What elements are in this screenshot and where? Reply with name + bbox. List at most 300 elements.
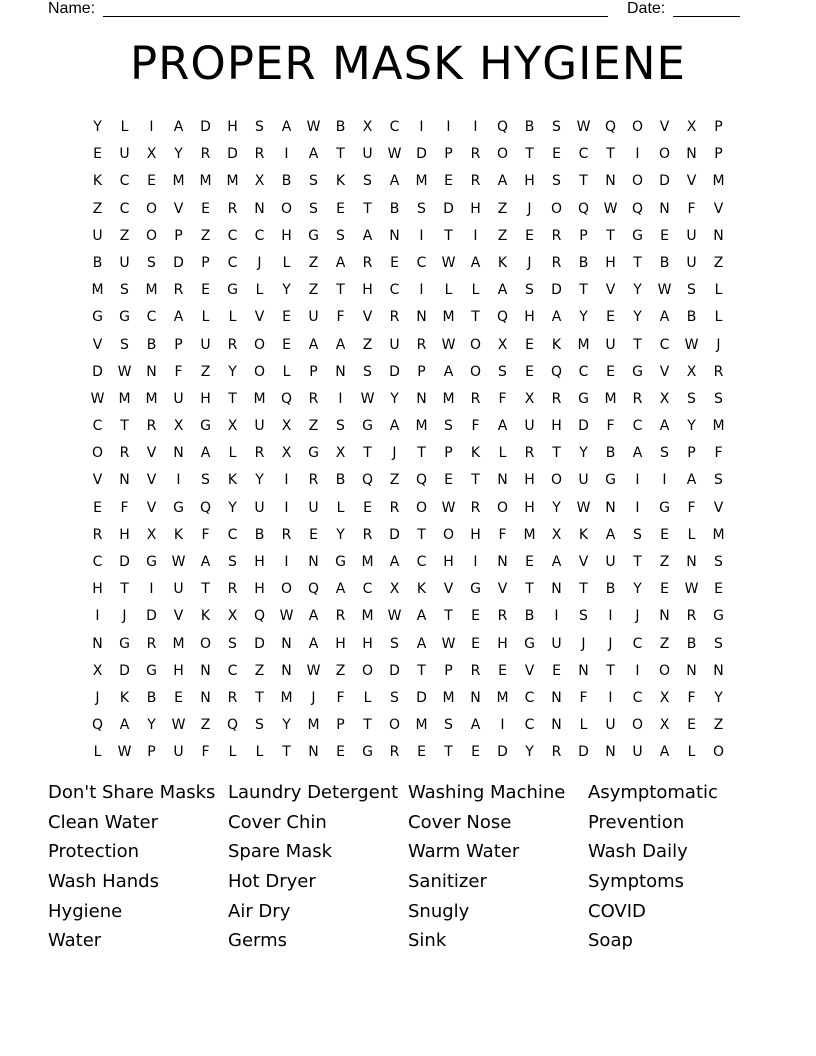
- grid-letter[interactable]: U: [173, 581, 184, 598]
- grid-letter[interactable]: L: [579, 717, 588, 734]
- grid-letter[interactable]: Y: [552, 499, 561, 516]
- grid-letter[interactable]: Q: [496, 309, 509, 326]
- grid-letter[interactable]: T: [579, 173, 588, 190]
- grid-letter[interactable]: W: [684, 336, 699, 353]
- grid-letter[interactable]: W: [603, 200, 618, 217]
- grid-letter[interactable]: O: [415, 499, 428, 516]
- grid-letter[interactable]: Y: [390, 390, 399, 407]
- grid-letter[interactable]: S: [363, 173, 372, 190]
- grid-letter[interactable]: W: [171, 717, 186, 734]
- grid-letter[interactable]: K: [173, 526, 184, 543]
- grid-letter[interactable]: C: [227, 227, 238, 244]
- grid-letter[interactable]: A: [632, 445, 643, 462]
- grid-letter[interactable]: E: [606, 309, 615, 326]
- grid-letter[interactable]: B: [686, 635, 697, 652]
- grid-letter[interactable]: A: [200, 554, 211, 570]
- grid-letter[interactable]: Z: [713, 254, 724, 271]
- grid-letter[interactable]: H: [173, 662, 184, 679]
- grid-letter[interactable]: U: [605, 554, 616, 570]
- grid-letter[interactable]: N: [92, 635, 103, 652]
- grid-letter[interactable]: A: [416, 608, 427, 625]
- grid-letter[interactable]: I: [95, 608, 100, 625]
- grid-letter[interactable]: O: [496, 146, 509, 163]
- grid-letter[interactable]: C: [92, 418, 103, 435]
- grid-letter[interactable]: T: [282, 744, 291, 761]
- grid-letter[interactable]: B: [578, 254, 589, 271]
- grid-letter[interactable]: I: [635, 146, 640, 163]
- grid-letter[interactable]: G: [92, 309, 103, 326]
- grid-letter[interactable]: M: [361, 554, 374, 570]
- grid-letter[interactable]: F: [174, 363, 183, 380]
- grid-letter[interactable]: U: [578, 472, 589, 489]
- grid-letter[interactable]: K: [470, 445, 481, 462]
- grid-letter[interactable]: X: [173, 418, 184, 435]
- grid-letter[interactable]: P: [444, 445, 453, 462]
- grid-letter[interactable]: Z: [119, 227, 130, 244]
- grid-letter[interactable]: R: [470, 146, 481, 163]
- grid-letter[interactable]: R: [470, 662, 481, 679]
- grid-letter[interactable]: A: [362, 227, 373, 244]
- grid-letter[interactable]: T: [579, 581, 588, 598]
- grid-letter[interactable]: U: [524, 418, 535, 435]
- grid-letter[interactable]: E: [525, 227, 534, 244]
- grid-letter[interactable]: D: [227, 146, 238, 163]
- grid-letter[interactable]: B: [335, 472, 346, 489]
- grid-letter[interactable]: C: [632, 689, 643, 706]
- grid-letter[interactable]: U: [362, 146, 373, 163]
- grid-letter[interactable]: O: [631, 119, 644, 135]
- grid-letter[interactable]: E: [606, 363, 615, 380]
- grid-letter[interactable]: E: [525, 554, 534, 570]
- grid-letter[interactable]: D: [578, 744, 589, 761]
- grid-letter[interactable]: L: [282, 254, 291, 271]
- grid-letter[interactable]: E: [471, 608, 480, 625]
- grid-letter[interactable]: N: [416, 309, 427, 326]
- grid-letter[interactable]: J: [392, 445, 397, 462]
- grid-letter[interactable]: H: [497, 635, 508, 652]
- grid-letter[interactable]: N: [254, 200, 265, 217]
- grid-letter[interactable]: G: [362, 418, 373, 435]
- grid-letter[interactable]: L: [687, 744, 696, 761]
- grid-letter[interactable]: W: [441, 254, 456, 271]
- grid-letter[interactable]: X: [686, 363, 697, 380]
- grid-letter[interactable]: T: [417, 445, 426, 462]
- grid-letter[interactable]: N: [713, 227, 724, 244]
- grid-letter[interactable]: K: [92, 173, 103, 190]
- grid-letter[interactable]: S: [228, 635, 237, 652]
- grid-letter[interactable]: I: [635, 472, 640, 489]
- grid-letter[interactable]: Z: [389, 472, 400, 489]
- grid-letter[interactable]: W: [306, 662, 321, 679]
- grid-letter[interactable]: F: [687, 200, 696, 217]
- grid-letter[interactable]: W: [441, 635, 456, 652]
- grid-letter[interactable]: V: [92, 472, 103, 489]
- grid-letter[interactable]: R: [227, 581, 238, 598]
- grid-letter[interactable]: P: [201, 254, 210, 271]
- grid-letter[interactable]: Q: [496, 119, 509, 135]
- grid-letter[interactable]: K: [227, 472, 238, 489]
- grid-letter[interactable]: A: [497, 282, 508, 299]
- grid-letter[interactable]: D: [119, 662, 130, 679]
- grid-letter[interactable]: N: [497, 472, 508, 489]
- grid-letter[interactable]: E: [336, 200, 345, 217]
- grid-letter[interactable]: O: [145, 227, 158, 244]
- grid-letter[interactable]: N: [146, 363, 157, 380]
- grid-letter[interactable]: R: [227, 336, 238, 353]
- grid-letter[interactable]: S: [714, 635, 723, 652]
- grid-letter[interactable]: Z: [92, 200, 103, 217]
- grid-letter[interactable]: S: [552, 173, 561, 190]
- grid-letter[interactable]: A: [200, 445, 211, 462]
- grid-letter[interactable]: T: [363, 717, 372, 734]
- grid-letter[interactable]: P: [579, 227, 588, 244]
- grid-letter[interactable]: S: [363, 363, 372, 380]
- grid-letter[interactable]: P: [714, 146, 723, 163]
- grid-letter[interactable]: I: [419, 119, 424, 135]
- grid-letter[interactable]: P: [174, 336, 183, 353]
- grid-letter[interactable]: I: [608, 689, 613, 706]
- grid-letter[interactable]: W: [441, 336, 456, 353]
- grid-letter[interactable]: L: [228, 744, 237, 761]
- grid-letter[interactable]: N: [335, 363, 346, 380]
- grid-letter[interactable]: O: [145, 200, 158, 217]
- grid-letter[interactable]: D: [146, 608, 157, 625]
- grid-letter[interactable]: Q: [604, 119, 617, 135]
- grid-letter[interactable]: V: [605, 282, 616, 299]
- grid-letter[interactable]: I: [635, 499, 640, 516]
- grid-letter[interactable]: W: [387, 608, 402, 625]
- grid-letter[interactable]: X: [335, 445, 346, 462]
- grid-letter[interactable]: R: [497, 608, 508, 625]
- grid-letter[interactable]: H: [335, 635, 346, 652]
- grid-letter[interactable]: C: [578, 146, 589, 163]
- grid-letter[interactable]: F: [579, 689, 588, 706]
- grid-letter[interactable]: S: [147, 254, 156, 271]
- grid-letter[interactable]: A: [551, 309, 562, 326]
- grid-letter[interactable]: Q: [415, 472, 428, 489]
- grid-letter[interactable]: H: [524, 173, 535, 190]
- grid-letter[interactable]: D: [173, 254, 184, 271]
- grid-letter[interactable]: R: [92, 526, 103, 543]
- grid-letter[interactable]: S: [228, 554, 237, 570]
- grid-letter[interactable]: J: [527, 254, 532, 271]
- grid-letter[interactable]: N: [605, 173, 616, 190]
- grid-letter[interactable]: B: [686, 309, 697, 326]
- grid-letter[interactable]: E: [390, 254, 399, 271]
- grid-letter[interactable]: A: [389, 173, 400, 190]
- grid-letter[interactable]: Z: [659, 554, 670, 570]
- grid-letter[interactable]: W: [279, 608, 294, 625]
- grid-letter[interactable]: O: [712, 744, 725, 761]
- grid-letter[interactable]: T: [120, 581, 129, 598]
- grid-letter[interactable]: M: [442, 309, 455, 326]
- grid-letter[interactable]: O: [253, 336, 266, 353]
- grid-letter[interactable]: O: [550, 472, 563, 489]
- grid-letter[interactable]: O: [388, 717, 401, 734]
- grid-letter[interactable]: M: [172, 173, 185, 190]
- grid-letter[interactable]: X: [227, 608, 238, 625]
- grid-letter[interactable]: W: [90, 390, 105, 407]
- grid-letter[interactable]: W: [117, 744, 132, 761]
- grid-letter[interactable]: Y: [174, 146, 183, 163]
- grid-letter[interactable]: O: [280, 581, 293, 598]
- grid-letter[interactable]: W: [387, 146, 402, 163]
- grid-letter[interactable]: C: [632, 418, 643, 435]
- grid-letter[interactable]: R: [281, 526, 292, 543]
- grid-letter[interactable]: S: [255, 717, 264, 734]
- grid-letter[interactable]: Z: [497, 227, 508, 244]
- grid-letter[interactable]: U: [686, 227, 697, 244]
- grid-letter[interactable]: D: [119, 554, 130, 570]
- grid-letter[interactable]: K: [578, 526, 589, 543]
- grid-letter[interactable]: Q: [631, 200, 644, 217]
- grid-letter[interactable]: G: [578, 390, 589, 407]
- grid-letter[interactable]: A: [470, 254, 481, 271]
- grid-letter[interactable]: N: [551, 581, 562, 598]
- grid-letter[interactable]: J: [257, 254, 262, 271]
- grid-letter[interactable]: V: [173, 200, 184, 217]
- grid-letter[interactable]: T: [606, 146, 615, 163]
- grid-letter[interactable]: S: [120, 336, 129, 353]
- grid-letter[interactable]: S: [660, 445, 669, 462]
- grid-letter[interactable]: S: [390, 689, 399, 706]
- grid-letter[interactable]: H: [92, 581, 103, 598]
- grid-letter[interactable]: R: [308, 472, 319, 489]
- grid-letter[interactable]: N: [551, 689, 562, 706]
- grid-letter[interactable]: V: [686, 173, 697, 190]
- grid-letter[interactable]: L: [687, 526, 696, 543]
- grid-letter[interactable]: D: [551, 282, 562, 299]
- grid-letter[interactable]: G: [119, 635, 130, 652]
- grid-letter[interactable]: L: [714, 282, 723, 299]
- grid-letter[interactable]: W: [117, 363, 132, 380]
- grid-letter[interactable]: N: [713, 662, 724, 679]
- grid-letter[interactable]: S: [579, 608, 588, 625]
- grid-letter[interactable]: N: [389, 227, 400, 244]
- grid-letter[interactable]: F: [336, 689, 345, 706]
- grid-letter[interactable]: Z: [308, 254, 319, 271]
- grid-letter[interactable]: W: [441, 499, 456, 516]
- grid-letter[interactable]: K: [551, 336, 562, 353]
- grid-letter[interactable]: L: [228, 309, 237, 326]
- grid-letter[interactable]: Z: [659, 635, 670, 652]
- grid-letter[interactable]: A: [389, 554, 400, 570]
- grid-letter[interactable]: H: [470, 200, 481, 217]
- grid-letter[interactable]: P: [444, 146, 453, 163]
- grid-letter[interactable]: B: [605, 445, 616, 462]
- grid-letter[interactable]: S: [525, 282, 534, 299]
- grid-letter[interactable]: S: [309, 173, 318, 190]
- grid-letter[interactable]: X: [497, 336, 508, 353]
- grid-letter[interactable]: T: [471, 309, 480, 326]
- grid-letter[interactable]: E: [471, 635, 480, 652]
- grid-letter[interactable]: T: [525, 146, 534, 163]
- grid-letter[interactable]: R: [146, 418, 157, 435]
- grid-letter[interactable]: Y: [255, 472, 264, 489]
- grid-letter[interactable]: U: [254, 418, 265, 435]
- grid-letter[interactable]: H: [254, 581, 265, 598]
- grid-letter[interactable]: X: [551, 526, 562, 543]
- grid-letter[interactable]: V: [443, 581, 454, 598]
- grid-letter[interactable]: G: [470, 581, 481, 598]
- grid-letter[interactable]: D: [443, 200, 454, 217]
- grid-letter[interactable]: A: [308, 336, 319, 353]
- grid-letter[interactable]: L: [471, 282, 480, 299]
- grid-letter[interactable]: T: [120, 418, 129, 435]
- grid-letter[interactable]: O: [496, 499, 509, 516]
- grid-letter[interactable]: B: [605, 581, 616, 598]
- grid-letter[interactable]: U: [308, 499, 319, 516]
- grid-letter[interactable]: O: [631, 173, 644, 190]
- grid-letter[interactable]: Q: [253, 608, 266, 625]
- grid-letter[interactable]: G: [119, 309, 130, 326]
- grid-letter[interactable]: I: [284, 499, 289, 516]
- grid-letter[interactable]: V: [659, 363, 670, 380]
- grid-letter[interactable]: L: [93, 744, 102, 761]
- grid-letter[interactable]: E: [498, 662, 507, 679]
- grid-letter[interactable]: U: [173, 744, 184, 761]
- grid-letter[interactable]: C: [524, 689, 535, 706]
- grid-letter[interactable]: G: [308, 445, 319, 462]
- grid-letter[interactable]: H: [227, 119, 238, 135]
- grid-letter[interactable]: T: [579, 282, 588, 299]
- grid-letter[interactable]: Q: [307, 581, 320, 598]
- grid-letter[interactable]: U: [173, 390, 184, 407]
- grid-letter[interactable]: B: [146, 689, 157, 706]
- grid-letter[interactable]: N: [416, 390, 427, 407]
- grid-letter[interactable]: C: [389, 282, 400, 299]
- grid-letter[interactable]: D: [389, 363, 400, 380]
- grid-letter[interactable]: X: [281, 445, 292, 462]
- grid-letter[interactable]: C: [416, 554, 427, 570]
- grid-letter[interactable]: K: [497, 254, 508, 271]
- grid-letter[interactable]: S: [687, 282, 696, 299]
- grid-letter[interactable]: I: [608, 608, 613, 625]
- grid-letter[interactable]: S: [336, 418, 345, 435]
- grid-letter[interactable]: X: [362, 119, 373, 135]
- grid-letter[interactable]: C: [119, 200, 130, 217]
- grid-letter[interactable]: R: [308, 390, 319, 407]
- grid-letter[interactable]: T: [201, 581, 210, 598]
- grid-letter[interactable]: L: [714, 309, 723, 326]
- grid-letter[interactable]: M: [712, 526, 725, 543]
- grid-letter[interactable]: A: [686, 472, 697, 489]
- grid-letter[interactable]: R: [254, 146, 265, 163]
- grid-letter[interactable]: V: [713, 499, 724, 516]
- grid-letter[interactable]: G: [659, 499, 670, 516]
- grid-letter[interactable]: F: [471, 418, 480, 435]
- grid-letter[interactable]: W: [171, 554, 186, 570]
- grid-letter[interactable]: V: [146, 445, 157, 462]
- grid-letter[interactable]: H: [362, 635, 373, 652]
- grid-letter[interactable]: N: [686, 662, 697, 679]
- grid-letter[interactable]: X: [254, 173, 265, 190]
- name-blank-line[interactable]: [103, 16, 608, 17]
- grid-letter[interactable]: V: [713, 200, 724, 217]
- grid-letter[interactable]: H: [524, 499, 535, 516]
- grid-letter[interactable]: T: [228, 390, 237, 407]
- grid-letter[interactable]: L: [201, 309, 210, 326]
- grid-letter[interactable]: U: [605, 336, 616, 353]
- grid-letter[interactable]: S: [498, 363, 507, 380]
- grid-letter[interactable]: S: [714, 472, 723, 489]
- grid-letter[interactable]: T: [363, 445, 372, 462]
- grid-letter[interactable]: S: [633, 526, 642, 543]
- grid-letter[interactable]: A: [470, 717, 481, 734]
- grid-letter[interactable]: M: [415, 173, 428, 190]
- grid-letter[interactable]: U: [632, 744, 643, 761]
- grid-letter[interactable]: R: [470, 173, 481, 190]
- grid-letter[interactable]: Y: [633, 581, 642, 598]
- grid-letter[interactable]: A: [173, 309, 184, 326]
- grid-letter[interactable]: R: [551, 227, 562, 244]
- grid-letter[interactable]: Z: [200, 717, 211, 734]
- grid-letter[interactable]: Y: [633, 309, 642, 326]
- grid-letter[interactable]: T: [471, 472, 480, 489]
- grid-letter[interactable]: R: [227, 200, 238, 217]
- grid-letter[interactable]: G: [146, 662, 157, 679]
- grid-letter[interactable]: Y: [147, 717, 156, 734]
- grid-letter[interactable]: X: [524, 390, 535, 407]
- grid-letter[interactable]: A: [497, 418, 508, 435]
- grid-letter[interactable]: J: [608, 635, 613, 652]
- grid-letter[interactable]: H: [443, 554, 454, 570]
- grid-letter[interactable]: R: [200, 146, 211, 163]
- grid-letter[interactable]: N: [659, 608, 670, 625]
- grid-letter[interactable]: I: [500, 717, 505, 734]
- grid-letter[interactable]: D: [416, 146, 427, 163]
- grid-letter[interactable]: B: [659, 254, 670, 271]
- grid-letter[interactable]: T: [606, 227, 615, 244]
- grid-letter[interactable]: E: [552, 662, 561, 679]
- grid-letter[interactable]: U: [200, 336, 211, 353]
- grid-letter[interactable]: I: [149, 581, 154, 598]
- grid-letter[interactable]: A: [308, 608, 319, 625]
- grid-letter[interactable]: W: [657, 282, 672, 299]
- grid-letter[interactable]: I: [473, 119, 478, 135]
- grid-letter[interactable]: A: [335, 336, 346, 353]
- grid-letter[interactable]: M: [712, 173, 725, 190]
- grid-letter[interactable]: F: [498, 526, 507, 543]
- grid-letter[interactable]: C: [254, 227, 265, 244]
- grid-letter[interactable]: N: [308, 744, 319, 761]
- grid-letter[interactable]: M: [577, 336, 590, 353]
- grid-letter[interactable]: P: [147, 744, 156, 761]
- grid-letter[interactable]: A: [659, 418, 670, 435]
- grid-letter[interactable]: D: [416, 689, 427, 706]
- grid-letter[interactable]: Y: [714, 689, 723, 706]
- grid-letter[interactable]: I: [473, 227, 478, 244]
- grid-letter[interactable]: R: [173, 282, 184, 299]
- grid-letter[interactable]: W: [360, 390, 375, 407]
- grid-letter[interactable]: L: [498, 445, 507, 462]
- grid-letter[interactable]: A: [443, 363, 454, 380]
- grid-letter[interactable]: F: [687, 499, 696, 516]
- grid-letter[interactable]: X: [686, 119, 697, 135]
- grid-letter[interactable]: V: [173, 608, 184, 625]
- grid-letter[interactable]: J: [311, 689, 316, 706]
- grid-letter[interactable]: B: [524, 608, 535, 625]
- grid-letter[interactable]: Y: [687, 418, 696, 435]
- grid-letter[interactable]: E: [660, 227, 669, 244]
- grid-letter[interactable]: I: [554, 608, 559, 625]
- grid-letter[interactable]: X: [281, 418, 292, 435]
- grid-letter[interactable]: Y: [282, 717, 291, 734]
- grid-letter[interactable]: F: [714, 445, 723, 462]
- grid-letter[interactable]: C: [146, 309, 157, 326]
- grid-letter[interactable]: E: [309, 526, 318, 543]
- grid-letter[interactable]: M: [442, 390, 455, 407]
